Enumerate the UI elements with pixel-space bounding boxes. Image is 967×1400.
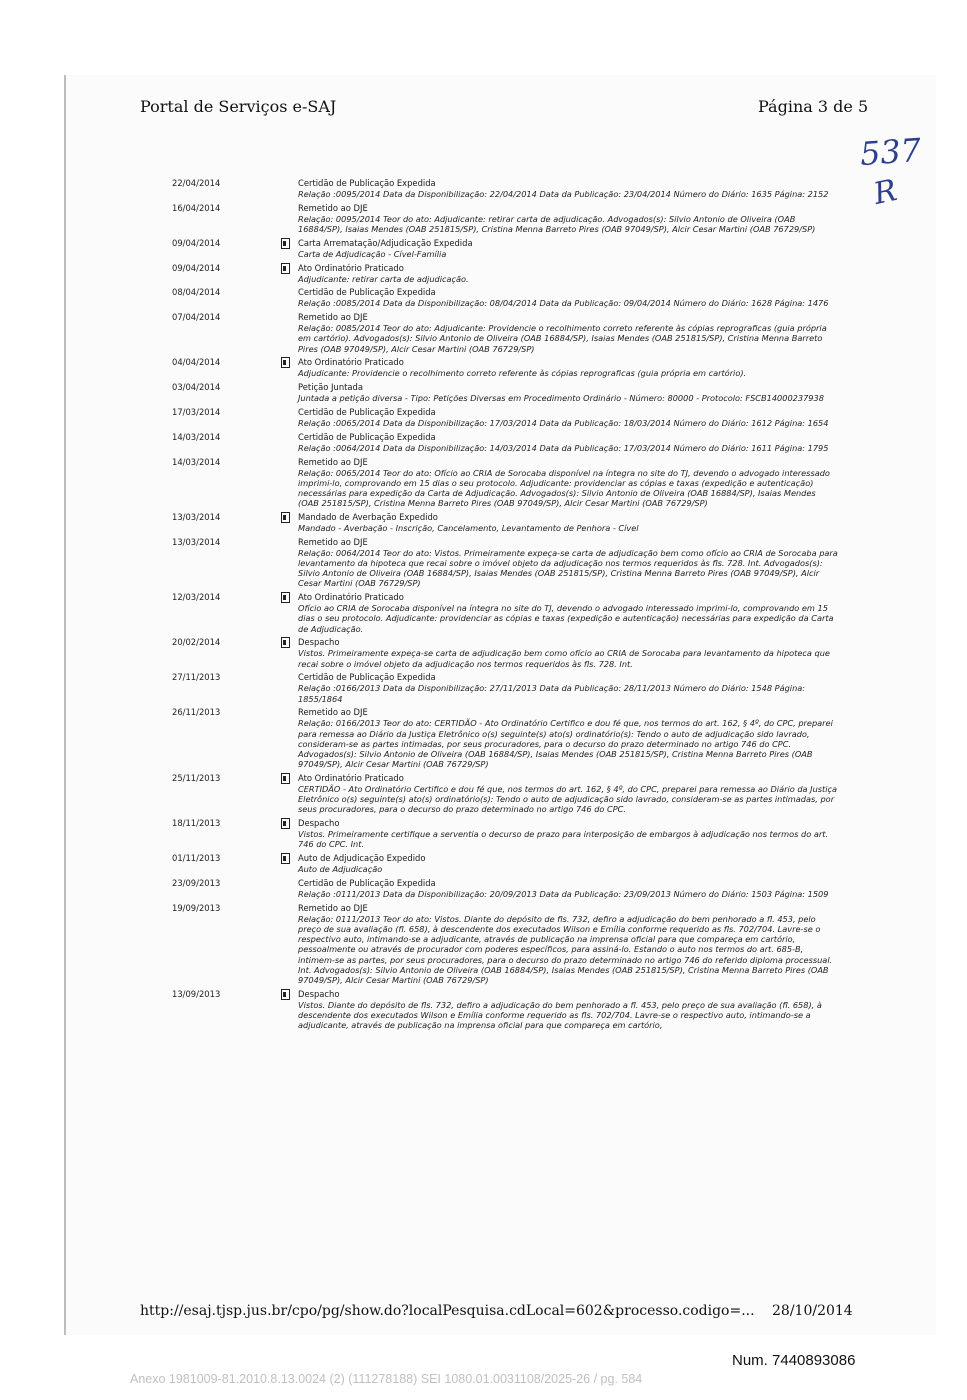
movement-description: Relação: 0166/2013 Teor do ato: CERTIDÃO - Ato Ordinatório Certifico e dou fé que, nos termos do art. 162, § 4º, do CPC, preparei para remessa ao Diário da Justiça Eletrônico o(s) seguinte(s) ato(s) ordinatório(s): Tendo o auto de adjudicação sido lavrado, consideram-se as partes intimadas, por seus procuradores, para o decurso do prazo determinado no artigo 746 do CPC. Advogados(s): Silvio Antonio de Oliveira (OAB 16884/SP), Isaias Mendes (OAB 251815/SP), Cristina Menna Barreto Pires (OAB 97049/SP), Alcir Cesar Martini (OAB 76729/SP)	[298, 718, 833, 770]
document-icon[interactable]	[281, 989, 290, 1000]
movement-content	[298, 592, 838, 634]
movement-title: Remetido ao DJE	[298, 202, 368, 213]
movement-date: 13/09/2013	[172, 988, 221, 999]
document-number: Num. 7440893086	[732, 1352, 856, 1369]
movement-date: 16/04/2014	[172, 202, 221, 213]
movement-title: Ato Ordinatório Praticado	[298, 357, 404, 368]
document-icon[interactable]	[281, 773, 290, 784]
page-header-title: Portal de Serviços e-SAJ	[140, 97, 337, 116]
movement-content	[298, 287, 838, 308]
movement-entry	[66, 903, 938, 985]
movement-title: Despacho	[298, 818, 340, 829]
movement-description: Relação: 0065/2014 Teor do ato: Ofício ao CRIA de Sorocaba disponível na íntegra no site do TJ, devendo o advogado interessado imprimi-lo, comprovando em 15 dias o seu protocolo. Adjudicante: providenciar as cópias e taxas (expedição e autenticação) necessárias para expedição da Carta de Adjudicação. Advogados(s): Silvio Antonio de Oliveira (OAB 16884/SP), Isaias Mendes (OAB 251815/SP), Cristina Menna Barreto Pires (OAB 97049/SP), Alcir Cesar Martini (OAB 76729/SP)	[298, 467, 830, 509]
movement-date: 14/03/2014	[172, 456, 221, 467]
movement-entry	[66, 537, 938, 589]
movement-content	[298, 903, 838, 985]
movement-date: 26/11/2013	[172, 707, 221, 718]
movement-description: Relação :0095/2014 Data da Disponibilização: 22/04/2014 Data da Publicação: 23/04/2014 Número do Diário: 1635 Página: 2152	[298, 189, 829, 199]
scanned-page	[64, 75, 936, 1335]
movement-date: 04/04/2014	[172, 357, 221, 368]
movement-title: Petição Juntada	[298, 382, 363, 393]
movement-date: 23/09/2013	[172, 878, 221, 888]
movement-title: Carta Arrematação/Adjudicação Expedida	[298, 237, 473, 248]
movement-description: Vistos. Diante do depósito de fls. 732, defiro a adjudicação do bem penhorado a fl. 453, pelo preço de sua avaliação (fl. 658), à descendente dos executados Wilson e Emília conforme requerido as fls. 702/704. Lavre-se o respectivo auto, intimando-se a adjudicante, através de publicação na imprensa oficial para que compareça em cartório,	[298, 999, 822, 1031]
movement-description: Adjudicante: Providencie o recolhimento correto referente às cópias reprograficas (guia própria em cartório).	[298, 368, 747, 379]
movement-date: 22/04/2014	[172, 178, 221, 188]
movement-description: Relação: 0085/2014 Teor do ato: Adjudicante: Providencie o recolhimento correto referente às cópias reprograficas (guia própria em cartório). Advogados(s): Silvio Antonio de Oliveira (OAB 16884/SP), Isaias Mendes (OAB 251815/SP), Cristina Menna Barreto Pires (OAB 97049/SP), Alcir Cesar Martini (OAB 76729/SP)	[298, 323, 827, 354]
movement-title: Auto de Adjudicação Expedido	[298, 853, 426, 864]
movement-date: 20/02/2014	[172, 637, 221, 648]
movement-entry	[66, 818, 938, 849]
movement-description: Relação: 0064/2014 Teor do ato: Vistos. Primeiramente expeça-se carta de adjudicação bem como ofício ao CRIA de Sorocaba para levantamento da hipoteca que recai sobre o imóvel objeto da adjudicação nos termos requeridos às fls. 728. Int. Advogados(s): Silvio Antonio de Oliveira (OAB 16884/SP), Isaias Mendes (OAB 251815/SP), Cristina Menna Barreto Pires (OAB 97049/SP), Alcir Cesar Martini (OAB 76729/SP)	[298, 547, 838, 589]
movement-title: Remetido ao DJE	[298, 902, 368, 913]
movement-description: Juntada a petição diversa - Tipo: Petições Diversas em Procedimento Ordinário - Número: 80000 - Protocolo: FSCB14000237938	[298, 393, 824, 404]
movement-entry	[66, 432, 938, 453]
movement-title: Remetido ao DJE	[298, 536, 368, 547]
document-icon[interactable]	[281, 238, 290, 249]
movement-entry	[66, 592, 938, 634]
movement-content	[298, 878, 838, 899]
movement-description: Relação :0166/2013 Data da Disponibilização: 27/11/2013 Data da Publicação: 28/11/2013 Número do Diário: 1548 Página: 1855/1864	[298, 683, 806, 704]
movement-title: Despacho	[298, 637, 340, 648]
document-icon[interactable]	[281, 512, 290, 523]
movement-content	[298, 178, 838, 199]
movement-title: Certidão de Publicação Expedida	[298, 672, 436, 683]
movement-description: Carta de Adjudicação - Cível-Família	[298, 248, 447, 259]
movement-date: 07/04/2014	[172, 312, 221, 323]
movement-entry	[66, 989, 938, 1031]
movement-entry	[66, 707, 938, 769]
movement-content	[298, 818, 838, 849]
movement-title: Certidão de Publicação Expedida	[298, 431, 436, 442]
footer-date: 28/10/2014	[772, 1303, 853, 1319]
movement-date: 13/03/2014	[172, 536, 221, 547]
movement-entry	[66, 457, 938, 509]
movement-entry	[66, 382, 938, 403]
movement-title: Remetido ao DJE	[298, 707, 368, 718]
document-icon[interactable]	[281, 357, 290, 368]
movement-content	[298, 457, 838, 509]
movement-date: 08/04/2014	[172, 287, 221, 298]
movement-description: Vistos. Primeiramente certifique a serventia o decurso de prazo para interposição de embargos à adjudicação nos termos do art. 746 do CPC. Int.	[298, 829, 829, 850]
movement-date: 18/11/2013	[172, 818, 221, 829]
movement-content	[298, 263, 838, 284]
movement-date: 12/03/2014	[172, 592, 221, 603]
movement-description: Relação :0064/2014 Data da Disponibilização: 14/03/2014 Data da Publicação: 17/03/2014 Número do Diário: 1611 Página: 1795	[298, 442, 829, 453]
movement-content	[298, 312, 838, 354]
movement-content	[298, 432, 838, 453]
movement-title: Certidão de Publicação Expedida	[298, 178, 436, 188]
movement-entry	[66, 853, 938, 874]
movement-content	[298, 357, 838, 378]
page-number: Página 3 de 5	[758, 97, 869, 116]
document-icon[interactable]	[281, 818, 290, 829]
movement-description: Vistos. Primeiramente expeça-se carta de adjudicação bem como ofício ao CRIA de Sorocaba para levantamento da hipoteca que recai sobre o imóvel objeto da adjudicação nos termos requeridos às fls. 728. Int.	[298, 648, 830, 669]
movement-title: Certidão de Publicação Expedida	[298, 406, 436, 417]
movement-content	[298, 853, 838, 874]
movement-description: Ofício ao CRIA de Sorocaba disponível na íntegra no site do TJ, devendo o advogado interessado imprimi-lo, comprovando em 15 dias o seu protocolo. Adjudicante: providenciar as cópias e taxas (expedição e autenticação) necessárias para expedição da Carta de Adjudicação.	[298, 603, 834, 634]
movement-entry	[66, 178, 938, 199]
movement-content	[298, 203, 838, 234]
movement-content	[298, 512, 838, 533]
movement-content	[298, 407, 838, 428]
movement-description: Adjudicante: retirar carta de adjudicação.	[298, 273, 469, 284]
movement-description: Relação :0065/2014 Data da Disponibilização: 17/03/2014 Data da Publicação: 18/03/2014 Número do Diário: 1612 Página: 1654	[298, 417, 829, 428]
movement-content	[298, 238, 838, 259]
handwritten-initials: R	[870, 173, 900, 212]
movement-content	[298, 382, 838, 403]
movement-content	[298, 637, 838, 668]
movement-entry	[66, 203, 938, 234]
movement-description: Relação: 0111/2013 Teor do ato: Vistos. Diante do depósito de fls. 732, defiro a adjudicação do bem penhorado a fl. 453, pelo preço de sua avaliação (fl. 658), à descendente dos executados Wilson e Emília conforme requerido as fls. 702/704. Lavre-se o respectivo auto, intimando-se a adjudicante, através de publicação na imprensa oficial para que compareça em cartório, pessoalmente ou através de procurador com poderes específicos, para assiná-lo. Estando o auto nos termos do art. 685-B, intimem-se as partes, por seus procuradores, para o decurso do prazo determinado no artigo 746 do referido diploma processual. Int. Advogados(s): Silvio Antonio de Oliveira (OAB 16884/SP), Isaias Mendes (OAB 251815/SP), Cristina Menna Barreto Pires (OAB 97049/SP), Alcir Cesar Martini (OAB 76729/SP)	[298, 913, 833, 986]
movement-description: CERTIDÃO - Ato Ordinatório Certifico e dou fé que, nos termos do art. 162, § 4º, do CPC, preparei para remessa ao Diário da Justiça Eletrônico o(s) seguinte(s) ato(s) ordinatório(s): Tendo o auto de adjudicação sido lavrado, consideram-se as partes intimadas, por seus procuradores, para o decurso do prazo determinado no artigo 746 do CPC.	[298, 784, 838, 815]
movement-date: 03/04/2014	[172, 382, 221, 393]
movement-content	[298, 773, 838, 815]
movement-entry	[66, 287, 938, 308]
movement-title: Ato Ordinatório Praticado	[298, 773, 404, 783]
movement-content	[298, 989, 838, 1031]
movement-description: Relação: 0095/2014 Teor do ato: Adjudicante: retirar carta de adjudicação. Advogados(s): Silvio Antonio de Oliveira (OAB 16884/SP), Isaias Mendes (OAB 251815/SP), Cristina Menna Barreto Pires (OAB 97049/SP), Alcir Cesar Martini (OAB 76729/SP)	[298, 213, 816, 234]
movement-description: Relação :0111/2013 Data da Disponibilização: 20/09/2013 Data da Publicação: 23/09/2013 Número do Diário: 1503 Página: 1509	[298, 889, 829, 899]
movement-entry	[66, 773, 938, 815]
document-icon[interactable]	[281, 592, 290, 603]
movement-title: Certidão de Publicação Expedida	[298, 878, 436, 888]
movement-entry	[66, 263, 938, 284]
movement-title: Remetido ao DJE	[298, 312, 368, 323]
movement-content	[298, 537, 838, 589]
movement-entry	[66, 637, 938, 668]
movement-title: Ato Ordinatório Praticado	[298, 262, 404, 273]
movement-entry	[66, 357, 938, 378]
movement-title: Ato Ordinatório Praticado	[298, 592, 404, 603]
movement-entry	[66, 312, 938, 354]
footer-url: http://esaj.tjsp.jus.br/cpo/pg/show.do?localPesquisa.cdLocal=602&processo.codigo=...	[140, 1303, 755, 1319]
movement-title: Mandado de Averbação Expedido	[298, 511, 438, 522]
movement-date: 19/09/2013	[172, 902, 221, 913]
movement-date: 17/03/2014	[172, 406, 221, 417]
movement-description: Mandado - Averbação - Inscrição, Cancelamento, Levantamento de Penhora - Cível	[298, 522, 639, 533]
movement-entry	[66, 672, 938, 703]
document-icon[interactable]	[281, 637, 290, 648]
movement-date: 01/11/2013	[172, 853, 221, 864]
movement-title: Remetido ao DJE	[298, 456, 368, 467]
movement-entry	[66, 512, 938, 533]
movement-title: Despacho	[298, 988, 340, 999]
handwritten-page-number: 537	[858, 130, 923, 174]
movement-date: 25/11/2013	[172, 773, 221, 783]
document-reference: Anexo 1981009-81.2010.8.13.0024 (2) (111278188) SEI 1080.01.0031108/2025-26 / pg. 584	[130, 1372, 643, 1386]
movement-entry	[66, 238, 938, 259]
movement-date: 09/04/2014	[172, 237, 221, 248]
document-icon[interactable]	[281, 853, 290, 864]
document-icon[interactable]	[281, 263, 290, 274]
movement-description: Auto de Adjudicação	[298, 864, 383, 875]
movement-entry	[66, 407, 938, 428]
movement-date: 27/11/2013	[172, 672, 221, 683]
movement-content	[298, 707, 838, 769]
movement-list	[66, 178, 938, 1034]
movement-content	[298, 672, 838, 703]
movement-date: 09/04/2014	[172, 262, 221, 273]
movement-title: Certidão de Publicação Expedida	[298, 287, 436, 298]
movement-date: 13/03/2014	[172, 511, 221, 522]
movement-description: Relação :0085/2014 Data da Disponibilização: 08/04/2014 Data da Publicação: 09/04/2014 Número do Diário: 1628 Página: 1476	[298, 298, 829, 309]
movement-date: 14/03/2014	[172, 431, 221, 442]
movement-entry	[66, 878, 938, 899]
